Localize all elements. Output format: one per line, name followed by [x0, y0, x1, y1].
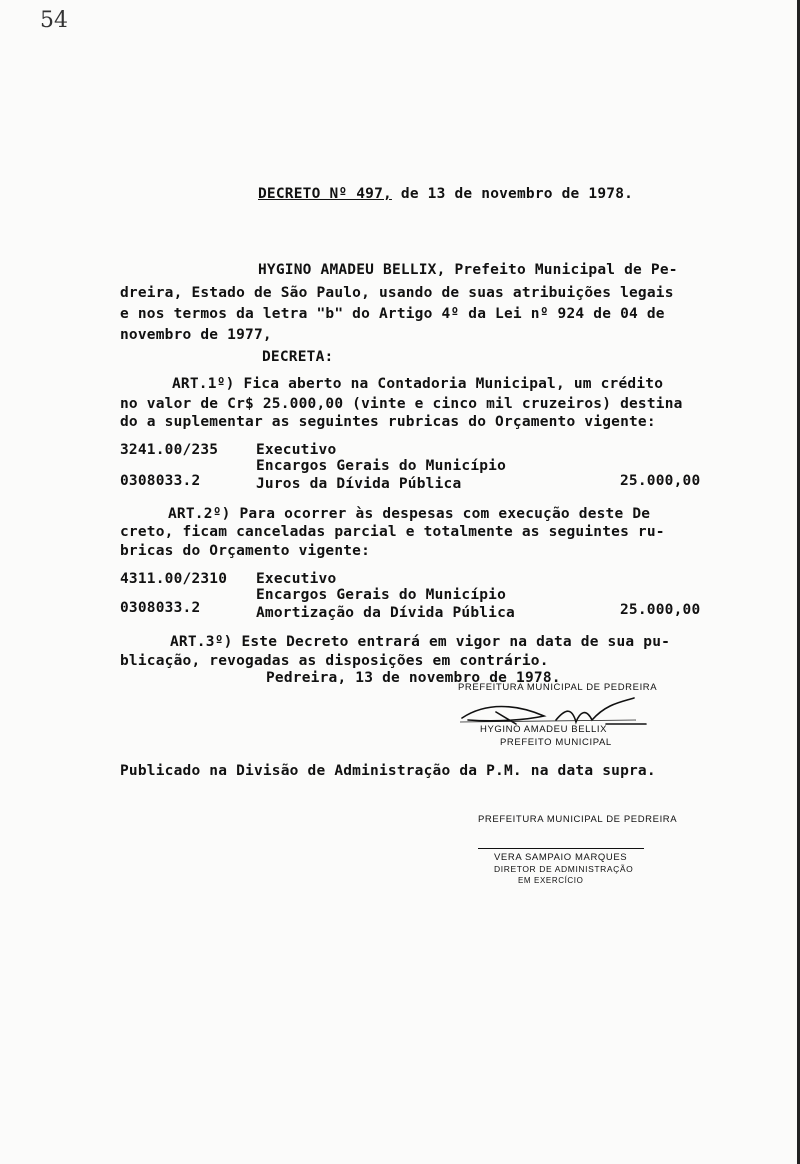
rubric1-program-code: 0308033.2: [120, 473, 201, 489]
stamp2-status: EM EXERCÍCIO: [518, 876, 584, 885]
rubric2-item: Amortização da Dívida Pública: [256, 605, 515, 621]
rubric1-item: Juros da Dívida Pública: [256, 476, 462, 492]
art3-line: ART.3º) Este Decreto entrará em vigor na data de sua pu-: [170, 634, 671, 650]
stamp2-name: VERA SAMPAIO MARQUES: [494, 852, 628, 863]
stamp2-signature-line: [478, 848, 644, 849]
stamp2-role: DIRETOR DE ADMINISTRAÇÃO: [494, 864, 634, 874]
art2-line: ART.2º) Para ocorrer às despesas com execução deste De: [168, 506, 651, 522]
rubric2-category: Encargos Gerais do Município: [256, 587, 507, 603]
rubric2-program-code: 0308033.2: [120, 600, 201, 616]
decree-date: de 13 de novembro de 1978.: [400, 186, 634, 202]
stamp1-role: PREFEITO MUNICIPAL: [500, 737, 612, 748]
rubric1-code: 3241.00/235: [120, 442, 219, 458]
decree-number: DECRETO Nº 497,: [258, 186, 392, 202]
rubric2-code: 4311.00/2310: [120, 571, 228, 587]
art1-line: ART.1º) Fica aberto na Contadoria Municipal, um crédito: [172, 376, 664, 392]
decreta-heading: DECRETA:: [262, 349, 334, 365]
place-date: Pedreira, 13 de novembro de 1978.: [266, 670, 561, 686]
rubric2-amount: 25.000,00: [620, 602, 701, 618]
rubric1-unit: Executivo: [256, 442, 337, 458]
preamble-line: novembro de 1977,: [120, 327, 272, 343]
art2-line: bricas do Orçamento vigente:: [120, 543, 371, 559]
stamp2-header: PREFEITURA MUNICIPAL DE PEDREIRA: [478, 814, 678, 825]
stamp1-name: HYGINO AMADEU BELLIX: [480, 724, 608, 735]
page-number: 54: [40, 8, 68, 33]
art1-line: no valor de Cr$ 25.000,00 (vinte e cinco mil cruzeiros) destina: [120, 396, 683, 412]
preamble-line: dreira, Estado de São Paulo, usando de suas atribuições legais: [120, 285, 674, 301]
stamp1-header: PREFEITURA MUNICIPAL DE PEDREIRA: [458, 682, 658, 693]
rubric2-unit: Executivo: [256, 571, 337, 587]
art2-line: creto, ficam canceladas parcial e totalmente as seguintes ru-: [120, 524, 665, 540]
art3-line: blicação, revogadas as disposições em contrário.: [120, 653, 549, 669]
rubric1-amount: 25.000,00: [620, 473, 701, 489]
preamble-line: e nos termos da letra "b" do Artigo 4º da Lei nº 924 de 04 de: [120, 306, 665, 322]
publication-note: Publicado na Divisão de Administração da P.M. na data supra.: [120, 763, 656, 779]
art1-line: do a suplementar as seguintes rubricas do Orçamento vigente:: [120, 414, 656, 430]
preamble-line: HYGINO AMADEU BELLIX, Prefeito Municipal de Pe-: [258, 262, 678, 278]
rubric1-category: Encargos Gerais do Município: [256, 458, 507, 474]
decree-title: [258, 186, 633, 202]
